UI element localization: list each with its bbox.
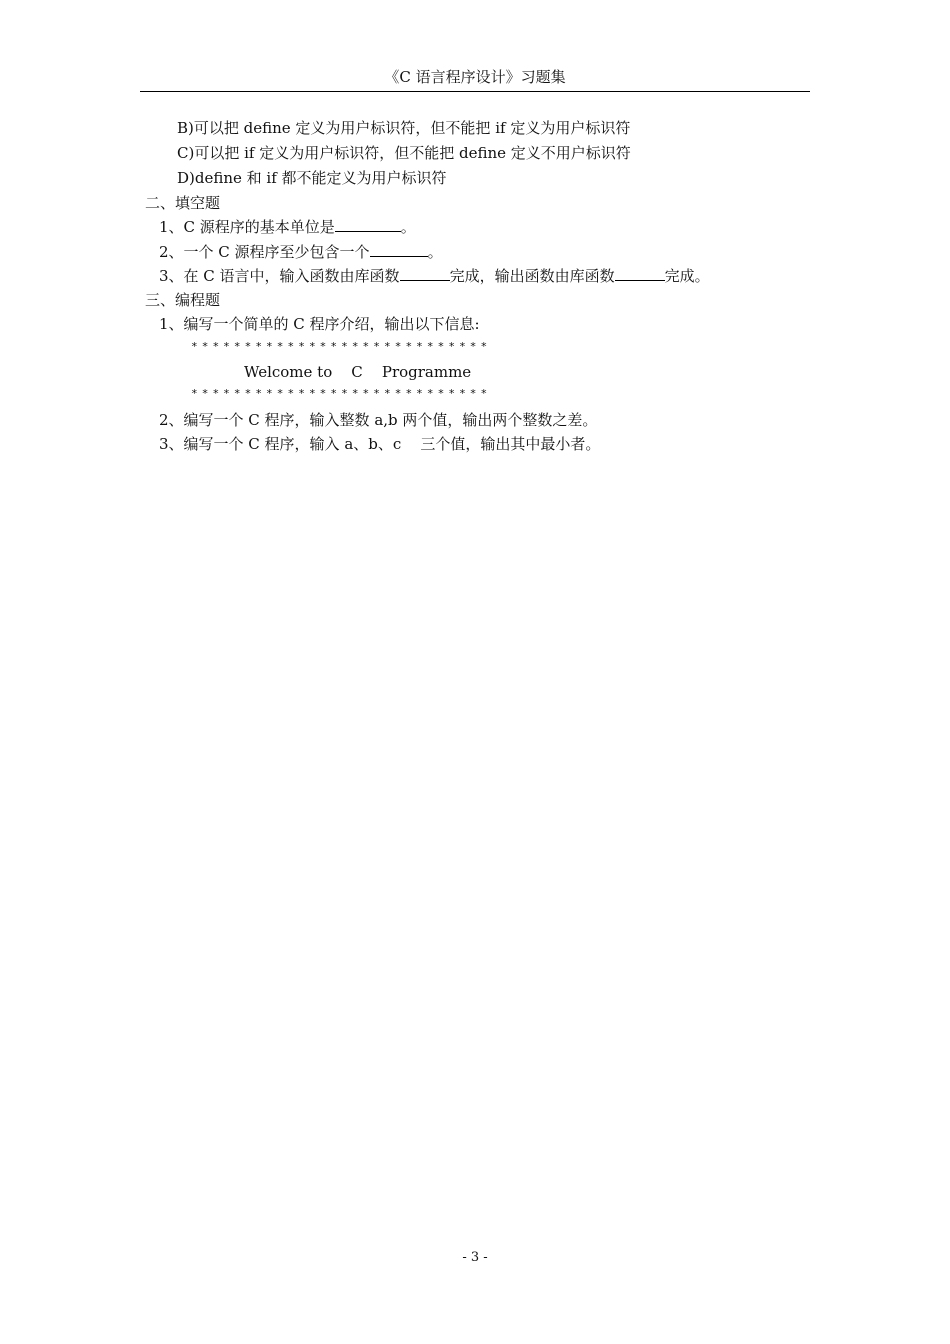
answer-blank <box>400 265 450 281</box>
option-c: C)可以把 if 定义为用户标识符，但不能把 define 定义不用户标识符 <box>177 144 631 162</box>
section-heading-fill: 二、填空题 <box>145 194 221 212</box>
prog-question-2: 2、编写一个 C 程序，输入整数 a,b 两个值，输出两个整数之差。 <box>159 411 598 429</box>
header-rule <box>140 91 810 92</box>
fill-q3-end: 完成。 <box>664 267 710 285</box>
answer-blank <box>370 241 428 257</box>
option-b: B)可以把 define 定义为用户标识符，但不能把 if 定义为用户标识符 <box>177 119 631 137</box>
prog-question-3: 3、编写一个 C 程序，输入 a、b、c 三个值，输出其中最小者。 <box>159 435 601 453</box>
answer-blank <box>335 216 401 232</box>
fill-question-3 <box>159 264 710 288</box>
fill-q2-text: 2、一个 C 源程序至少包含一个 <box>159 243 370 261</box>
fill-q3-text: 3、在 C 语言中，输入函数由库函数 <box>159 267 400 285</box>
welcome-message: Welcome to C Programme <box>244 363 472 381</box>
fill-q1-text: 1、C 源程序的基本单位是 <box>159 218 335 236</box>
star-border-bottom: **************************** <box>191 387 492 400</box>
fill-q3-mid: 完成，输出函数由库函数 <box>449 267 615 285</box>
page-number: - 3 - <box>462 1250 488 1265</box>
prog-question-1: 1、编写一个简单的 C 程序介绍，输出以下信息: <box>159 315 480 333</box>
option-d: D)define 和 if 都不能定义为用户标识符 <box>177 169 447 187</box>
star-border-top: **************************** <box>191 340 492 353</box>
fill-question-2 <box>159 240 443 264</box>
answer-blank <box>615 265 665 281</box>
page-header-title: 《C 语言程序设计》习题集 <box>384 68 566 86</box>
section-heading-programming: 三、编程题 <box>145 291 221 309</box>
fill-question-1 <box>159 215 416 239</box>
fill-q1-end: 。 <box>400 218 416 236</box>
fill-q2-end: 。 <box>427 243 443 261</box>
